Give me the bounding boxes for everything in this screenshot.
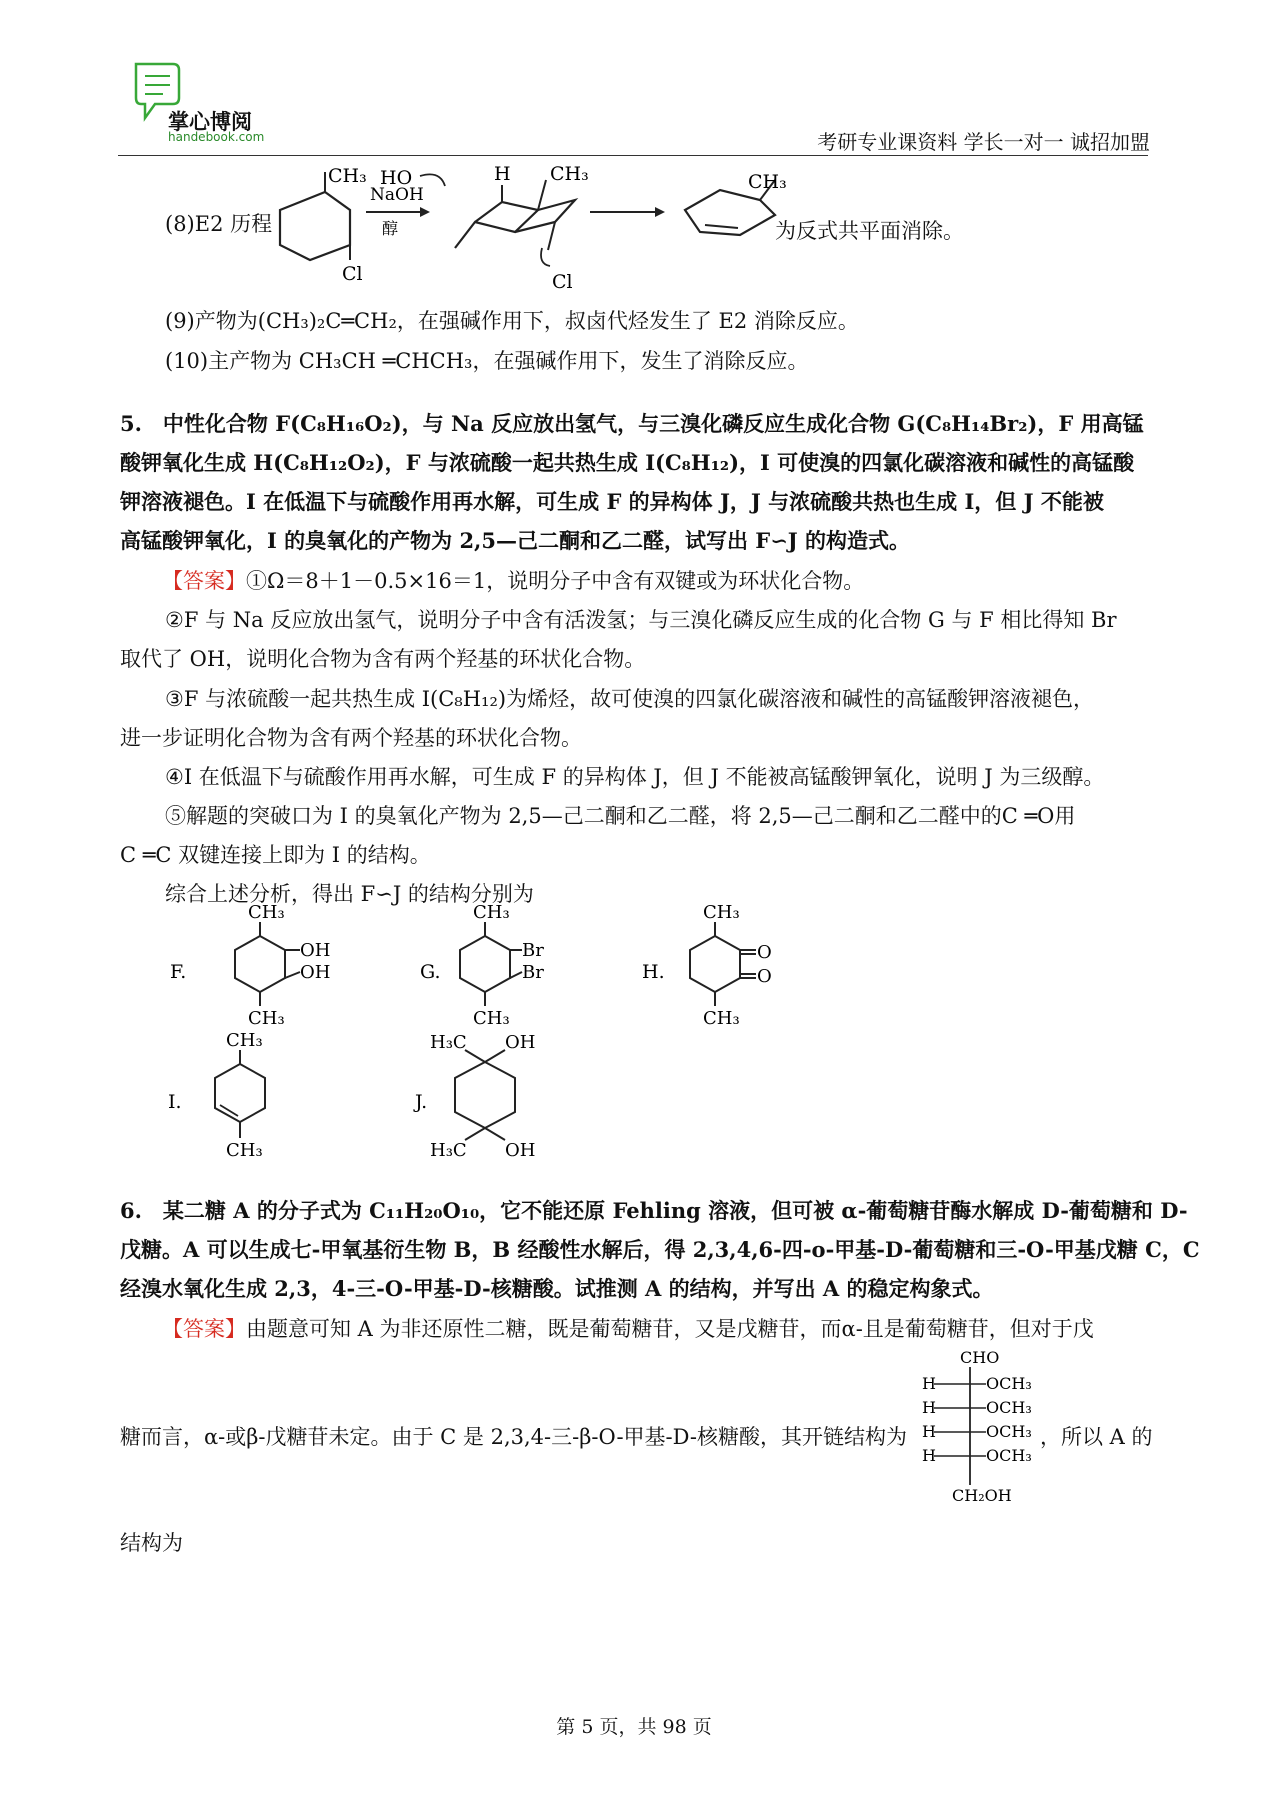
scheme-caption: 为反式共平面消除。 bbox=[775, 219, 964, 243]
logo-brand-text: 掌心博阅 bbox=[168, 110, 252, 134]
fischer-cho: CHO bbox=[960, 1348, 1000, 1367]
answer-5-line-7: ⑤解题的突破口为 I 的臭氧化产物为 2,5—己二酮和乙二醛，将 2,5—己二酮和乙二醛中的C ═O用 bbox=[165, 804, 1076, 828]
question-6-line-3: 经溴水氧化生成 2,3，4-三-O-甲基-D-核糖酸。试推测 A 的结构，并写出 A 的稳定构象式。 bbox=[120, 1276, 994, 1301]
answer-5-text-1: ①Ω＝8＋1－0.5×16＝1，说明分子中含有双键或为环状化合物。 bbox=[246, 569, 865, 593]
reagent-naoh: NaOH bbox=[370, 185, 424, 205]
g-ch3-bottom: CH₃ bbox=[473, 1008, 510, 1029]
f-ch3-bottom: CH₃ bbox=[248, 1008, 285, 1029]
line-9: (9)产物为(CH₃)₂C═CH₂，在强碱作用下，叔卤代烃发生了 E2 消除反应。 bbox=[165, 309, 859, 333]
question-6-line-2: 戊糖。A 可以生成七-甲氧基衍生物 B，B 经酸性水解后，得 2,3,4,6-四-o-甲基-D-葡萄糖和三-O-甲基戊糖 C，C bbox=[120, 1237, 1200, 1262]
fischer-och3-2: OCH₃ bbox=[986, 1398, 1032, 1417]
fischer-och3-4: OCH₃ bbox=[986, 1446, 1032, 1465]
h-ch3-top: CH₃ bbox=[703, 902, 740, 923]
answer-6-line-1 bbox=[162, 1313, 1094, 1343]
question-5-line-2: 酸钾氧化生成 H(C₈H₁₂O₂)，F 与浓硫酸一起共热生成 I(C₈H₁₂)，I 可使溴的四氯化碳溶液和碱性的高锰酸 bbox=[120, 450, 1135, 475]
e2-reaction-scheme bbox=[270, 160, 790, 295]
answer-6-text-1: 由题意可知 A 为非还原性二糖，既是葡萄糖苷，又是戊糖苷，而α-且是葡萄糖苷，但对于戊 bbox=[246, 1317, 1094, 1341]
fischer-och3-3: OCH₃ bbox=[986, 1422, 1032, 1441]
answer-5-line-9: 综合上述分析，得出 F∽J 的结构分别为 bbox=[165, 882, 534, 906]
structure-f-label: F. bbox=[170, 961, 187, 983]
g-ch3-top: CH₃ bbox=[473, 902, 510, 923]
f-oh-2: OH bbox=[300, 962, 331, 983]
fischer-och3-1: OCH₃ bbox=[986, 1374, 1032, 1393]
structure-h-label: H. bbox=[642, 961, 665, 983]
question-6-line-1: 6. 某二糖 A 的分子式为 C₁₁H₂₀O₁₀，它不能还原 Fehling 溶液，但可被 α-葡萄糖苷酶水解成 D-葡萄糖和 D- bbox=[120, 1198, 1188, 1223]
h-ch3-bottom: CH₃ bbox=[703, 1008, 740, 1029]
answer-tag-2: 【答案】 bbox=[162, 1317, 246, 1341]
answer-tag: 【答案】 bbox=[162, 569, 246, 593]
fischer-projection bbox=[920, 1345, 1060, 1505]
ch3-label-2: CH₃ bbox=[550, 163, 589, 185]
answer-5-line-6: ④I 在低温下与硫酸作用再水解，可生成 F 的异构体 J，但 J 不能被高锰酸钾氧化，说明 J 为三级醇。 bbox=[165, 765, 1105, 789]
question-5-line-4: 高锰酸钾氧化，I 的臭氧化的产物为 2,5—己二酮和乙二醛，试写出 F∽J 的构造式。 bbox=[120, 528, 911, 553]
structure-i-label: I. bbox=[168, 1091, 182, 1113]
reagent-alcohol: 醇 bbox=[382, 219, 399, 238]
cl-label-2: Cl bbox=[552, 271, 573, 293]
structure-g-label: G. bbox=[420, 961, 441, 983]
fischer-h-2: H bbox=[922, 1398, 936, 1417]
fischer-h-3: H bbox=[922, 1422, 936, 1441]
g-br-1: Br bbox=[522, 940, 544, 961]
g-br-2: Br bbox=[522, 962, 544, 983]
answer-6-line-2-tail: ，所以 A 的 bbox=[1040, 1425, 1153, 1449]
i-ch3-top: CH₃ bbox=[226, 1030, 263, 1051]
answer-6-line-3: 结构为 bbox=[120, 1531, 183, 1555]
structure-j-label: J. bbox=[415, 1091, 428, 1113]
cl-label: Cl bbox=[342, 263, 363, 285]
ch3-label: CH₃ bbox=[328, 165, 367, 187]
j-h3c-top: H₃C bbox=[430, 1032, 467, 1053]
fischer-h-1: H bbox=[922, 1374, 936, 1393]
answer-5-line-3: 取代了 OH，说明化合物为含有两个羟基的环状化合物。 bbox=[120, 647, 646, 671]
h-label: H bbox=[494, 163, 511, 185]
question-5-line-3: 钾溶液褪色。I 在低温下与硫酸作用再水解，可生成 F 的异构体 J，J 与浓硫酸共热也生成 I，但 J 不能被 bbox=[120, 489, 1104, 514]
fischer-h-4: H bbox=[922, 1446, 936, 1465]
j-h3c-bottom: H₃C bbox=[430, 1140, 467, 1161]
header-slogan: 考研专业课资料 学长一对一 诚招加盟 bbox=[817, 130, 1150, 154]
fischer-ch2oh: CH₂OH bbox=[952, 1486, 1012, 1505]
structures-ij bbox=[160, 1030, 580, 1175]
answer-5-line-1 bbox=[162, 565, 864, 595]
f-ch3-top: CH₃ bbox=[248, 902, 285, 923]
f-oh-1: OH bbox=[300, 940, 331, 961]
page-number: 第 5 页，共 98 页 bbox=[556, 1716, 712, 1738]
answer-5-line-2: ②F 与 Na 反应放出氢气，说明分子中含有活泼氢；与三溴化磷反应生成的化合物 G 与 F 相比得知 Br bbox=[165, 608, 1117, 632]
h-o-2: O bbox=[757, 966, 772, 987]
header-divider bbox=[118, 155, 1148, 156]
logo-url-text: handebook.com bbox=[168, 130, 265, 144]
answer-5-line-4: ③F 与浓硫酸一起共热生成 I(C₈H₁₂)为烯烃，故可使溴的四氯化碳溶液和碱性的高锰酸钾溶液褪色， bbox=[165, 687, 1095, 711]
answer-5-line-5: 进一步证明化合物为含有两个羟基的环状化合物。 bbox=[120, 726, 582, 750]
scheme-label: (8)E2 历程 bbox=[165, 212, 273, 236]
question-5-line-1: 5. 中性化合物 F(C₈H₁₆O₂)，与 Na 反应放出氢气，与三溴化磷反应生成化合物 G(C₈H₁₄Br₂)，F 用高锰 bbox=[120, 411, 1144, 436]
line-10: (10)主产物为 CH₃CH ═CHCH₃，在强碱作用下，发生了消除反应。 bbox=[165, 349, 809, 373]
j-oh-top: OH bbox=[505, 1032, 536, 1053]
i-ch3-bottom: CH₃ bbox=[226, 1140, 263, 1161]
h-o-1: O bbox=[757, 942, 772, 963]
structures-fgh bbox=[160, 900, 800, 1040]
answer-5-line-8: C ═C 双键连接上即为 I 的结构。 bbox=[120, 843, 431, 867]
j-oh-bottom: OH bbox=[505, 1140, 536, 1161]
ho-label: HO bbox=[380, 167, 413, 189]
ch3-label-3: CH₃ bbox=[748, 171, 787, 193]
answer-6-line-2: 糖而言，α-或β-戊糖苷未定。由于 C 是 2,3,4-三-β-O-甲基-D-核糖酸，其开链结构为 bbox=[120, 1425, 907, 1449]
